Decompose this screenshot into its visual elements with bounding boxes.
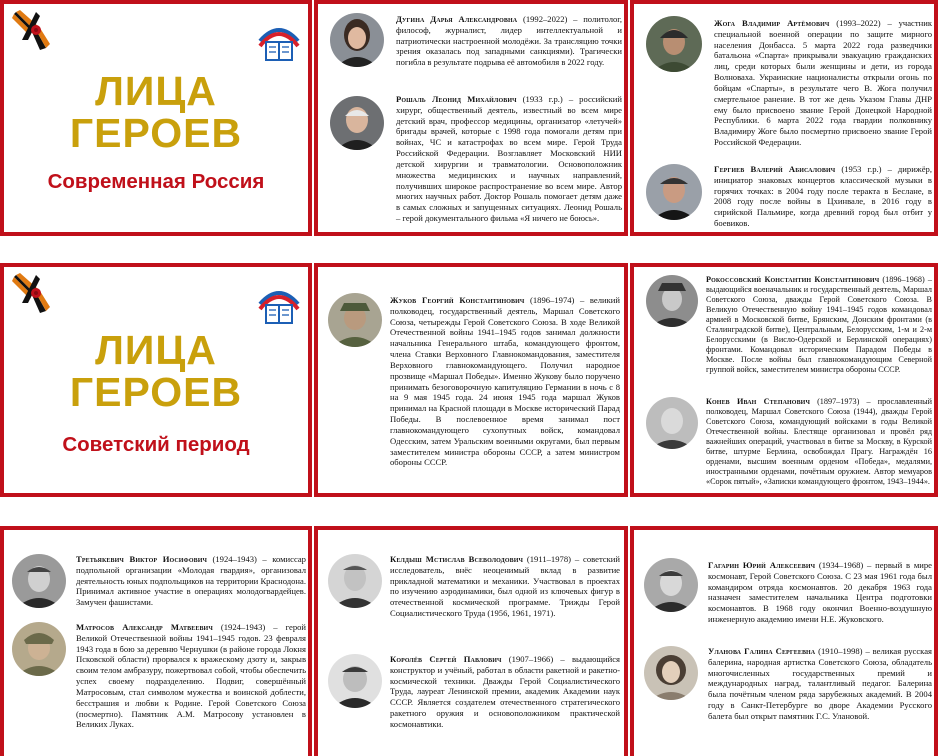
cover-card-modern — [0, 0, 312, 236]
portrait-matrosov — [12, 622, 66, 676]
bio-zhoga — [714, 18, 932, 148]
card-zhukov — [314, 263, 628, 497]
cover-title-line2: ГЕРОЕВ — [69, 369, 243, 415]
cover-title-line1: ЛИЦА — [95, 327, 217, 373]
bio-text: (1924–1943) – комиссар подпольной организации «Молодая гвардия», организовал деятельность юных подпольщиков на территории Краснодона. Принимал активное участие в операциях молодогвардейцев. Замучен фашистами. — [76, 554, 306, 608]
portrait-dugina — [330, 13, 384, 67]
bio-roshal — [396, 94, 622, 224]
bio-rokossovsky — [706, 275, 932, 375]
bio-keldysh — [390, 554, 620, 619]
bio-name: Гагарин Юрий Алексеевич — [708, 560, 816, 570]
card-zhoga-gergiev — [630, 0, 938, 236]
bio-name: Матросов Александр Матвеевич — [76, 622, 213, 632]
portrait-roshal — [330, 96, 384, 150]
bio-text: (1992–2022) – политолог, философ, журналист, лидер интеллектуальной и патриотически настроенной молодёжи. За трансляцию точки зрения оказалась под западными санкциями). Трагически погибла в результате подрыва её автомобиля в 2022 году. — [396, 14, 622, 68]
bio-name: Келдыш Мстислав Всеволодович — [390, 554, 524, 564]
bio-name: Жуков Георгий Константинович — [390, 295, 525, 305]
card-rokossovsky-konev — [630, 263, 938, 497]
bio-text: (1896–1968) – выдающийся военачальник и государственный деятель, Маршал Советского Союза, дважды Герой Советского Союза. В Великую Отечественную войну 1941–1945 годов командовал армией в Московской битве, Брянским, Донским фронтами (в Сталинградской битве), Центральным, Белорусским, 1-м и 2-м Белорусскими (в Висло-Одерской и Берлинской операциях) фронтами. Командовал историческим Парадом Победы в Москве. После войны был главнокомандующим Северной группой войск, заместителем министра обороны СССР. — [706, 275, 932, 374]
bio-gergiev — [714, 164, 932, 229]
cover-subtitle: Советский период — [62, 433, 250, 456]
bio-name: Рошаль Леонид Михайлович — [396, 94, 517, 104]
portrait-zhukov — [328, 293, 382, 347]
bio-name: Гергиев Валерий Абисалович — [714, 164, 836, 174]
bio-name: Дугина Дарья Александровна — [396, 14, 518, 24]
bio-name: Конев Иван Степанович — [706, 397, 810, 406]
portrait-konev — [646, 397, 698, 449]
book-flag-logo-icon — [256, 275, 302, 327]
bio-name: Жога Владимир Артёмович — [714, 18, 830, 28]
cover-title-line2: ГЕРОЕВ — [69, 110, 243, 156]
book-flag-logo-icon — [256, 12, 302, 64]
card-dugina-roshal — [314, 0, 628, 236]
bio-text: (1897–1973) – прославленный полководец, Маршал Советского Союза (1944), дважды Герой Советского Союза, командующий войсками в годы Великой Отечественной войны. Блестяще организовал и провёл ряд важнейших операций, участвовал в битве за Москву, в Курской битве, штурме Берлина, освобождал Прагу. Награждён 16 орденами, высшим военным орденом «Победа», медалями, иностранными орденами, почётным оружием. Автор мемуаров «Сорок пятый», «Записки командующего фронтом, 1943–1944». — [706, 397, 932, 486]
card-tretyakevich-matrosov — [0, 526, 312, 756]
portrait-rokossovsky — [646, 275, 698, 327]
bio-tretyakevich — [76, 554, 306, 608]
bio-name: Уланова Галина Сергеевна — [708, 646, 816, 656]
bio-text: (1910–1998) – великая русская балерина, народная артистка Советского Союза, обладатель многочисленных государственных премий и международных наград, талантливый педагог. Балерина была почётным членом ряда зарубежных академий. В 2004 году в Санкт-Петербурге во дворе Академии Русского балета был открыт памятник Г.С. Улановой. — [708, 646, 932, 721]
bio-name: Рокоссовский Константин Константинович — [706, 275, 880, 284]
bio-konev — [706, 397, 932, 487]
bio-matrosov — [76, 622, 306, 730]
bio-text: (1911–1978) – советский исследователь, внёс неоценимый вклад в развитие прикладной математики и механики. Участвовал в проектах по изучению аэродинамики, был одной из ключевых фигур в отечественной космической программе. Трижды Герой Социалистического Труда (1956, 1961, 1971). — [390, 554, 620, 619]
bio-text: (1933 г.р.) – российский хирург, общественный деятель, известный во всем мире детский врач, профессор медицины, организатор «летучей» бригады врачей, которые с 1998 года помогали детям при войнах, ЧС и катастрофах во всем мире. Герой Труда Российской Федерации. Возглавляет Московский НИИ детской хирургии и травматологии. Основоположник множества медицинских и научных направлений, получивших широкое распространение во всем мире. Автор многих научных работ. Доктор Рошаль помогает детям даже в самых сложных и запущенных ситуациях. Леонид Рошаль – герой документального фильма «Я ничего не боюсь». — [396, 94, 622, 224]
bio-ulanova — [708, 646, 932, 722]
bio-name: Королёв Сергей Павлович — [390, 654, 502, 664]
bio-text: (1993–2022) – участник специальной военной операции по защите мирного населения Донбасса. 5 марта 2022 года разведчики батальона «Спарта» прикрывали эвакуацию гражданских лиц, среди которых были женщины и дети, из города Волноваха. Украинские националисты открыли огонь по бойцам «Спарты», в результате чего В. Жога получил смертельное ранение. В тот же день Указом Главы ДНР ему было присвоено звание Герой Донецкой Народной Республики. 6 марта 2022 года гвардии полковнику Владимиру Жоге было посмертно присвоено звание Герой Российской Федерации. — [714, 18, 933, 148]
portrait-ulanova — [644, 646, 698, 700]
portrait-keldysh — [328, 554, 382, 608]
bio-dugina — [396, 14, 622, 68]
st-george-ribbon-icon — [10, 10, 60, 56]
bio-korolev — [390, 654, 620, 730]
card-keldysh-korolev — [314, 526, 628, 756]
bio-text: (1907–1966) – выдающийся конструктор и учёный, работал в области ракетной и ракетно-космической техники. Дважды Герой Социалистического Труда, лауреат Ленинской премии, академик Академии наук СССР. Является создателем отечественного стратегического ракетного оружия и основоположником практической космонавтики. — [390, 654, 620, 729]
portrait-gagarin — [644, 558, 698, 612]
bio-name: Третьякевич Виктор Иосифович — [76, 554, 208, 564]
bio-text: (1953 г.р.) – дирижёр, инициатор знаковых концертов классической музыки в горячих точках: в 2004 году после теракта в Беслане, в 2008 году после войны в Цхинвале, в 2016 году в сирийской Пальмире, когда древний город был отбит у боевиков. — [714, 164, 932, 229]
bio-text: (1934–1968) – первый в мире космонавт, Герой Советского Союза. С 23 мая 1961 года был командиром отряда космонавтов. 20 декабря 1963 года назначен заместителем начальника Центра подготовки космонавтов. В 1968 году окончил Военно-воздушную инженерную академию имени Н.Е. Жуковского. — [708, 560, 932, 625]
cover-title-line1: ЛИЦА — [95, 68, 217, 114]
bio-text: (1924–1943) – герой Великой Отечественной войны 1941–1945 годов. 23 февраля 1943 года в бою за деревню Чернушки (в районе города Локня Псковской области) прорвался к вражескому дзоту и, закрыв своим телом амбразуру, пожертвовал собой, чтобы обеспечить успех своему подразделению. Подвиг, совершённый Матросовым, стал символом мужества и воинской доблести, бесстрашия и любви к Родине. Герой Советского Союза (посмертно). Памятник А.М. Матросову установлен в Великих Луках. — [76, 622, 307, 730]
cover-card-soviet — [0, 263, 312, 497]
card-gagarin-ulanova — [630, 526, 938, 756]
portrait-gergiev — [646, 164, 702, 220]
bio-zhukov — [390, 295, 620, 468]
portrait-tretyakevich — [12, 554, 66, 608]
portrait-zhoga — [646, 16, 702, 72]
portrait-korolev — [328, 654, 382, 708]
cover-subtitle: Современная Россия — [47, 170, 265, 193]
bio-text: (1896–1974) – великий полководец, государственный деятель, Маршал Советского Союза, четырежды Герой Советского Союза. В ходе Великой Отечественной войны 1941–1945 годов занимал должности начальника Генерального штаба, командующего фронтом, члена Ставки Верховного Главнокомандования, заместителя Верховного главнокомандующего. Получил народное прозвище «Маршал Победы». Именно Жукову было поручено принимать безоговорочную капитуляцию Германии в ночь с 8 на 9 мая 1945 года. 24 июня 1945 года маршал Жуков принимал на Красной площади в Москве исторический Парад Победы. В послевоенное время занимал пост главнокомандующего сухопутных войск, командовал Одесским, затем Уральским военными округами, был первым заместителем министра обороны СССР, а затем министром обороны СССР. — [390, 295, 620, 468]
bio-gagarin — [708, 560, 932, 625]
st-george-ribbon-icon — [10, 273, 60, 319]
